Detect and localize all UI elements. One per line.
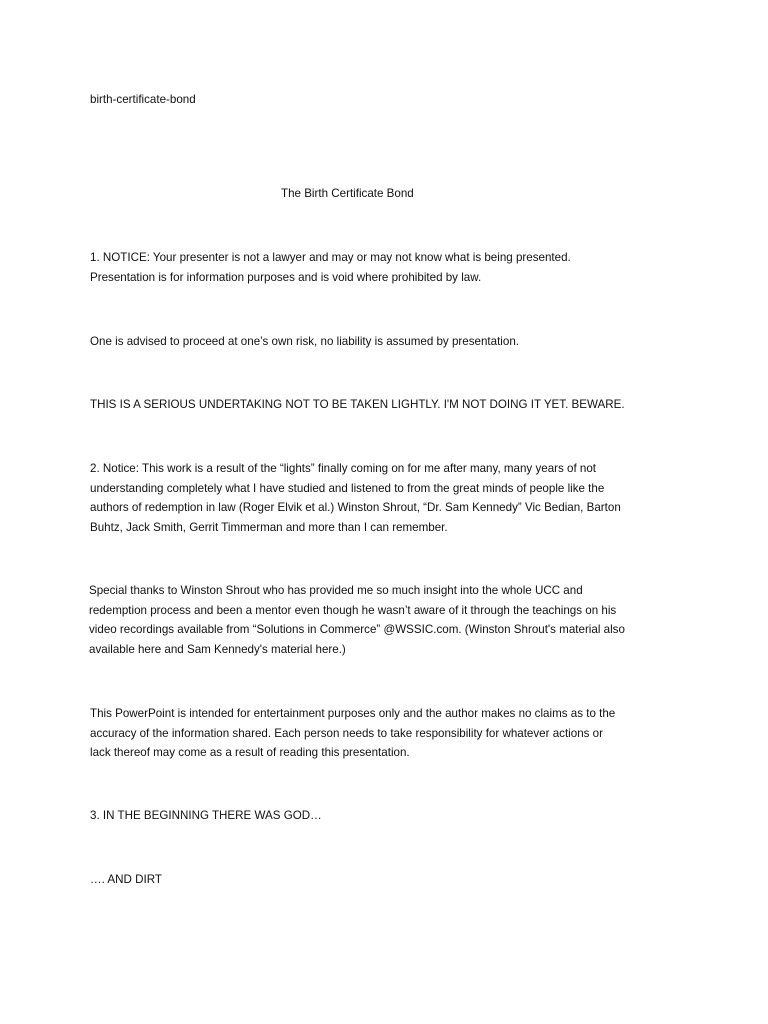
notice-1-paragraph bbox=[90, 248, 700, 287]
notice-1-line: Presentation is for information purposes and is void where prohibited by law. bbox=[90, 270, 482, 284]
notice-3-heading: 3. IN THE BEGINNING THERE WAS GOD… bbox=[90, 809, 322, 822]
notice-1-line: 1. NOTICE: Your presenter is not a lawyer and may or may not know what is being presented. bbox=[90, 251, 571, 264]
and-dirt-line: …. AND DIRT bbox=[90, 873, 162, 886]
thanks-line: video recordings available from “Solutions in Commerce” @WSSIC.com. (Winston Shrout's material also bbox=[89, 623, 625, 636]
notice-2-line: Buhtz, Jack Smith, Gerrit Timmerman and more than I can remember. bbox=[90, 520, 448, 534]
document-title: The Birth Certificate Bond bbox=[281, 187, 414, 200]
powerpoint-line: lack thereof may come as a result of reading this presentation. bbox=[90, 746, 410, 759]
notice-2-line: authors of redemption in law (Roger Elvik et al.) Winston Shrout, “Dr. Sam Kennedy” Vic Bedian, Barton bbox=[90, 501, 621, 514]
powerpoint-line: This PowerPoint is intended for entertainment purposes only and the author makes no claims as to the bbox=[90, 707, 616, 720]
thanks-line: Special thanks to Winston Shrout who has provided me so much insight into the whole UCC and bbox=[89, 584, 583, 597]
document-label: birth-certificate-bond bbox=[90, 93, 196, 106]
notice-2-line: 2. Notice: This work is a result of the “lights” finally coming on for me after many, many years of not bbox=[90, 462, 597, 475]
thanks-line: available here and Sam Kennedy's material here.) bbox=[89, 642, 346, 656]
thanks-line: redemption process and been a mentor even though he wasn’t aware of it through the teachings on his bbox=[89, 603, 617, 617]
thanks-paragraph bbox=[89, 581, 699, 659]
notice-2-paragraph bbox=[90, 459, 700, 537]
serious-warning: THIS IS A SERIOUS UNDERTAKING NOT TO BE TAKEN LIGHTLY. I'M NOT DOING IT YET. BEWARE. bbox=[90, 398, 625, 411]
notice-2-line: understanding completely what I have studied and listened to from the great minds of people like the bbox=[90, 481, 605, 495]
powerpoint-disclaimer-paragraph bbox=[90, 704, 700, 763]
powerpoint-line: accuracy of the information shared. Each person needs to take responsibility for whatever actions or bbox=[90, 726, 603, 740]
risk-disclaimer: One is advised to proceed at one’s own risk, no liability is assumed by presentation. bbox=[90, 335, 519, 348]
